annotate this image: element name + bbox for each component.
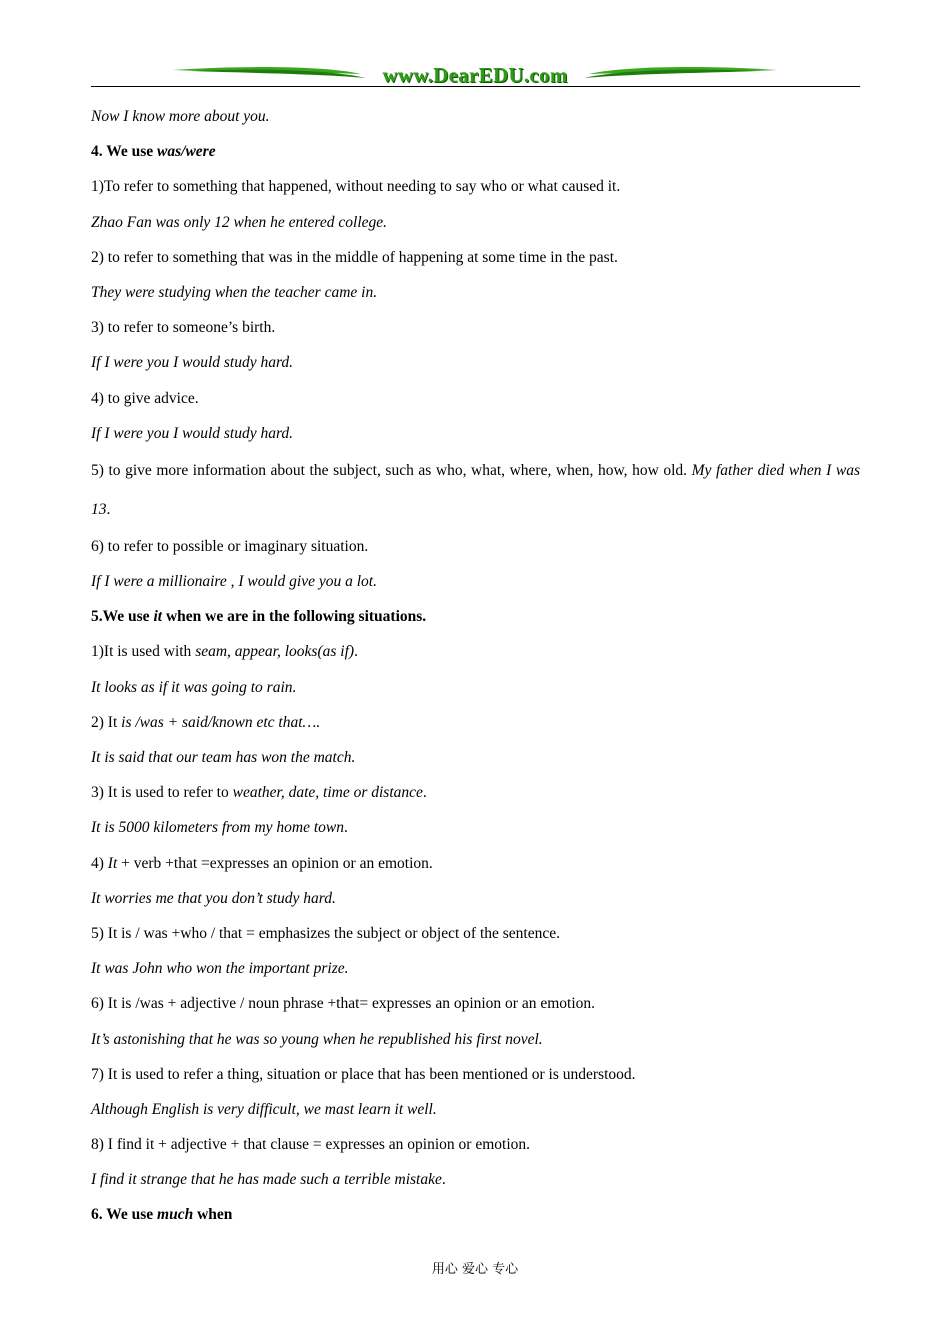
text-line [91,1022,860,1057]
text-line [91,634,860,669]
text-line [91,1057,860,1092]
text-segment: 3) to refer to someone’s birth. [91,319,276,337]
text-line [91,986,860,1021]
text-segment: It looks as if it was going to rain. [91,678,297,696]
text-segment: was/were [157,143,216,161]
text-segment: Zhao Fan was only 12 when he entered college. [91,213,388,231]
text-segment: I find it strange that he has made such a terrible mistake [91,1171,442,1189]
text-segment: + verb +that =expresses an opinion or an emotion. [117,854,433,872]
text-line [91,1162,860,1197]
text-line [91,529,860,564]
text-segment: It worries me that you don’t study hard. [91,889,336,907]
text-segment: . [422,784,427,802]
text-segment: when [193,1206,233,1224]
text-segment: . [441,1171,446,1189]
text-segment: 2) to refer to something that was in the middle of happening at some time in the past. [91,248,618,266]
text-line [91,345,860,380]
text-line [91,916,860,951]
text-line [91,169,860,204]
text-line [91,670,860,705]
text-line [91,1092,860,1127]
text-segment: It’s astonishing that he was so young when he republished his first novel. [91,1030,543,1048]
text-segment: Now I know more about you. [91,108,270,125]
text-line [91,810,860,845]
text-segment: 4. We use [91,143,158,161]
text-segment: 4) to give advice. [91,389,199,407]
text-segment: is /was + said/known etc that…. [121,713,321,731]
text-line [91,99,860,134]
text-line [91,846,860,881]
logo-text: www.DearEDU.com [382,63,568,87]
text-segment: 5.We use [91,608,154,626]
text-line [91,951,860,986]
header-rule [91,86,860,87]
text-segment: 3) It is used to refer to [91,784,233,802]
text-segment: 6) to refer to possible or imaginary situation. [91,537,369,555]
page-footer: 用心 爱心 专心 [431,1262,519,1277]
text-segment: . [106,500,111,518]
site-logo [171,62,779,88]
text-line [91,134,860,169]
text-segment: 6) It is /was + adjective / noun phrase +that= expresses an opinion or an emotion. [91,995,596,1013]
text-line [91,740,860,775]
text-segment: much [157,1206,194,1224]
text-segment: If I were a millionaire , I would give you a lot. [91,573,377,591]
text-segment: 8) I find it + adjective + that clause = expresses an opinion or emotion. [91,1136,531,1154]
text-segment: 1)It is used with [91,643,196,661]
text-segment: My father died when I was 13 [91,461,860,518]
text-segment: when we are in the following situations. [162,608,427,626]
text-segment: . [344,819,348,837]
text-segment: If I were you I would study hard. [91,354,294,372]
text-line [91,1127,860,1162]
text-line [91,381,860,416]
text-segment: Although English is very difficult, we mast learn it well. [91,1100,437,1118]
text-segment: it [153,608,163,626]
document-body [91,99,860,1233]
text-line [91,775,860,810]
text-line [91,451,860,529]
text-line [91,564,860,599]
text-segment: It is 5000 kilometers from my home town [91,819,344,837]
text-line [91,881,860,916]
text-segment: weather, date, time or distance [232,784,423,802]
text-segment: seam, appear, looks(as if) [195,643,355,661]
text-segment: 4) [91,854,108,872]
page-header [91,62,860,90]
text-segment: 7) It is used to refer a thing, situation or place that has been mentioned or is understood. [91,1065,636,1083]
text-line [91,416,860,451]
text-segment: They were studying when the teacher came in. [91,283,378,301]
text-line [91,1197,860,1232]
text-segment: It was John who won the important prize. [91,960,349,978]
text-line [91,275,860,310]
text-line [91,205,860,240]
text-segment: 5) It is / was +who / that = emphasizes the subject or object of the sentence. [91,924,561,942]
text-segment: 5) to give more information about the subject, such as who, what, where, when, how, how old. [91,461,692,479]
text-segment: 2) It [91,713,122,731]
text-segment: 6. We use [91,1206,158,1224]
text-segment: 1)To refer to something that happened, without needing to say who or what caused it. [91,178,621,196]
text-line [91,599,860,634]
text-line [91,310,860,345]
text-segment: It [107,854,118,872]
text-segment: It is said that our team has won the match. [91,749,356,766]
text-line [91,240,860,275]
text-segment: . [354,643,358,661]
text-segment: If I were you I would study hard. [91,424,294,442]
text-line [91,705,860,740]
